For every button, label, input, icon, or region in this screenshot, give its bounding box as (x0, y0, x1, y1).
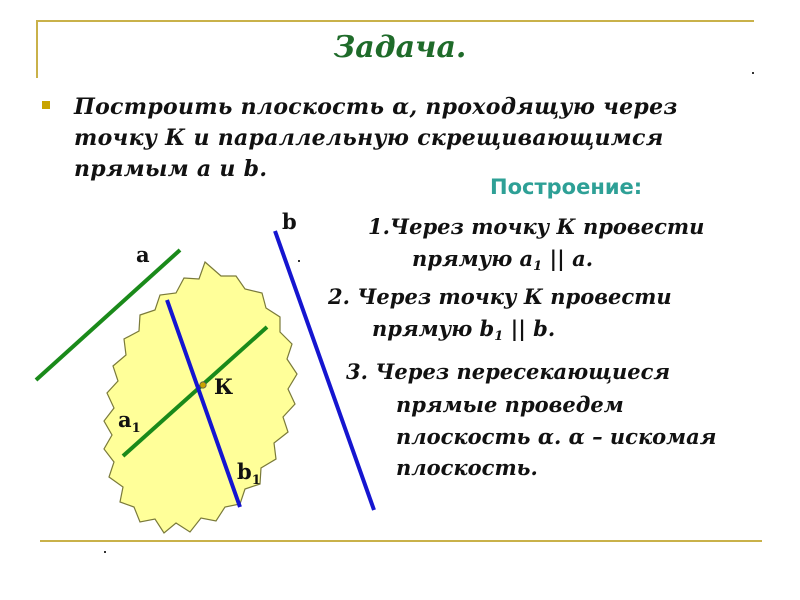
label-b1 (237, 459, 261, 488)
step1-line1: 1.Через точку К провести (368, 214, 705, 239)
corner-dot (752, 72, 754, 74)
label-a1-subscript: 1 (131, 421, 141, 436)
label-k: К (214, 374, 234, 399)
label-a1 (118, 407, 141, 436)
page-title: Задача. (333, 30, 467, 65)
point-k (200, 382, 206, 388)
label-a1-letter: a (118, 407, 132, 432)
step1-subscript: 1 (533, 259, 543, 274)
step3-line3: плоскость α. α – искомая (396, 424, 717, 449)
step1-parallel: || a. (542, 246, 594, 271)
task-text: Построить плоскость α, проходящую через точку К и параллельную скрещивающимся прямым a и b. (74, 94, 678, 182)
step2-line1: 2. Через точку К провести (328, 284, 672, 309)
bullet-icon (42, 101, 50, 109)
label-a: a (136, 242, 150, 267)
construction-heading: Построение: (490, 175, 643, 199)
step1-line2 (412, 243, 593, 282)
step3-line1: 3. Через пересекающиеся (346, 359, 671, 384)
step2-parallel: || b. (503, 316, 556, 341)
step1-text: прямую a (412, 246, 534, 271)
step3-line2: прямые проведем (396, 392, 624, 417)
label-b: b (282, 209, 297, 234)
step2-subscript: 1 (494, 329, 504, 344)
tick-mark (298, 260, 300, 262)
label-b1-letter: b (237, 459, 252, 484)
geometry-figure (0, 200, 400, 560)
label-b1-subscript: 1 (251, 473, 261, 488)
step2-text: прямую b (372, 316, 495, 341)
step3-line4: плоскость. (396, 455, 538, 480)
frame-top-border (36, 20, 754, 22)
